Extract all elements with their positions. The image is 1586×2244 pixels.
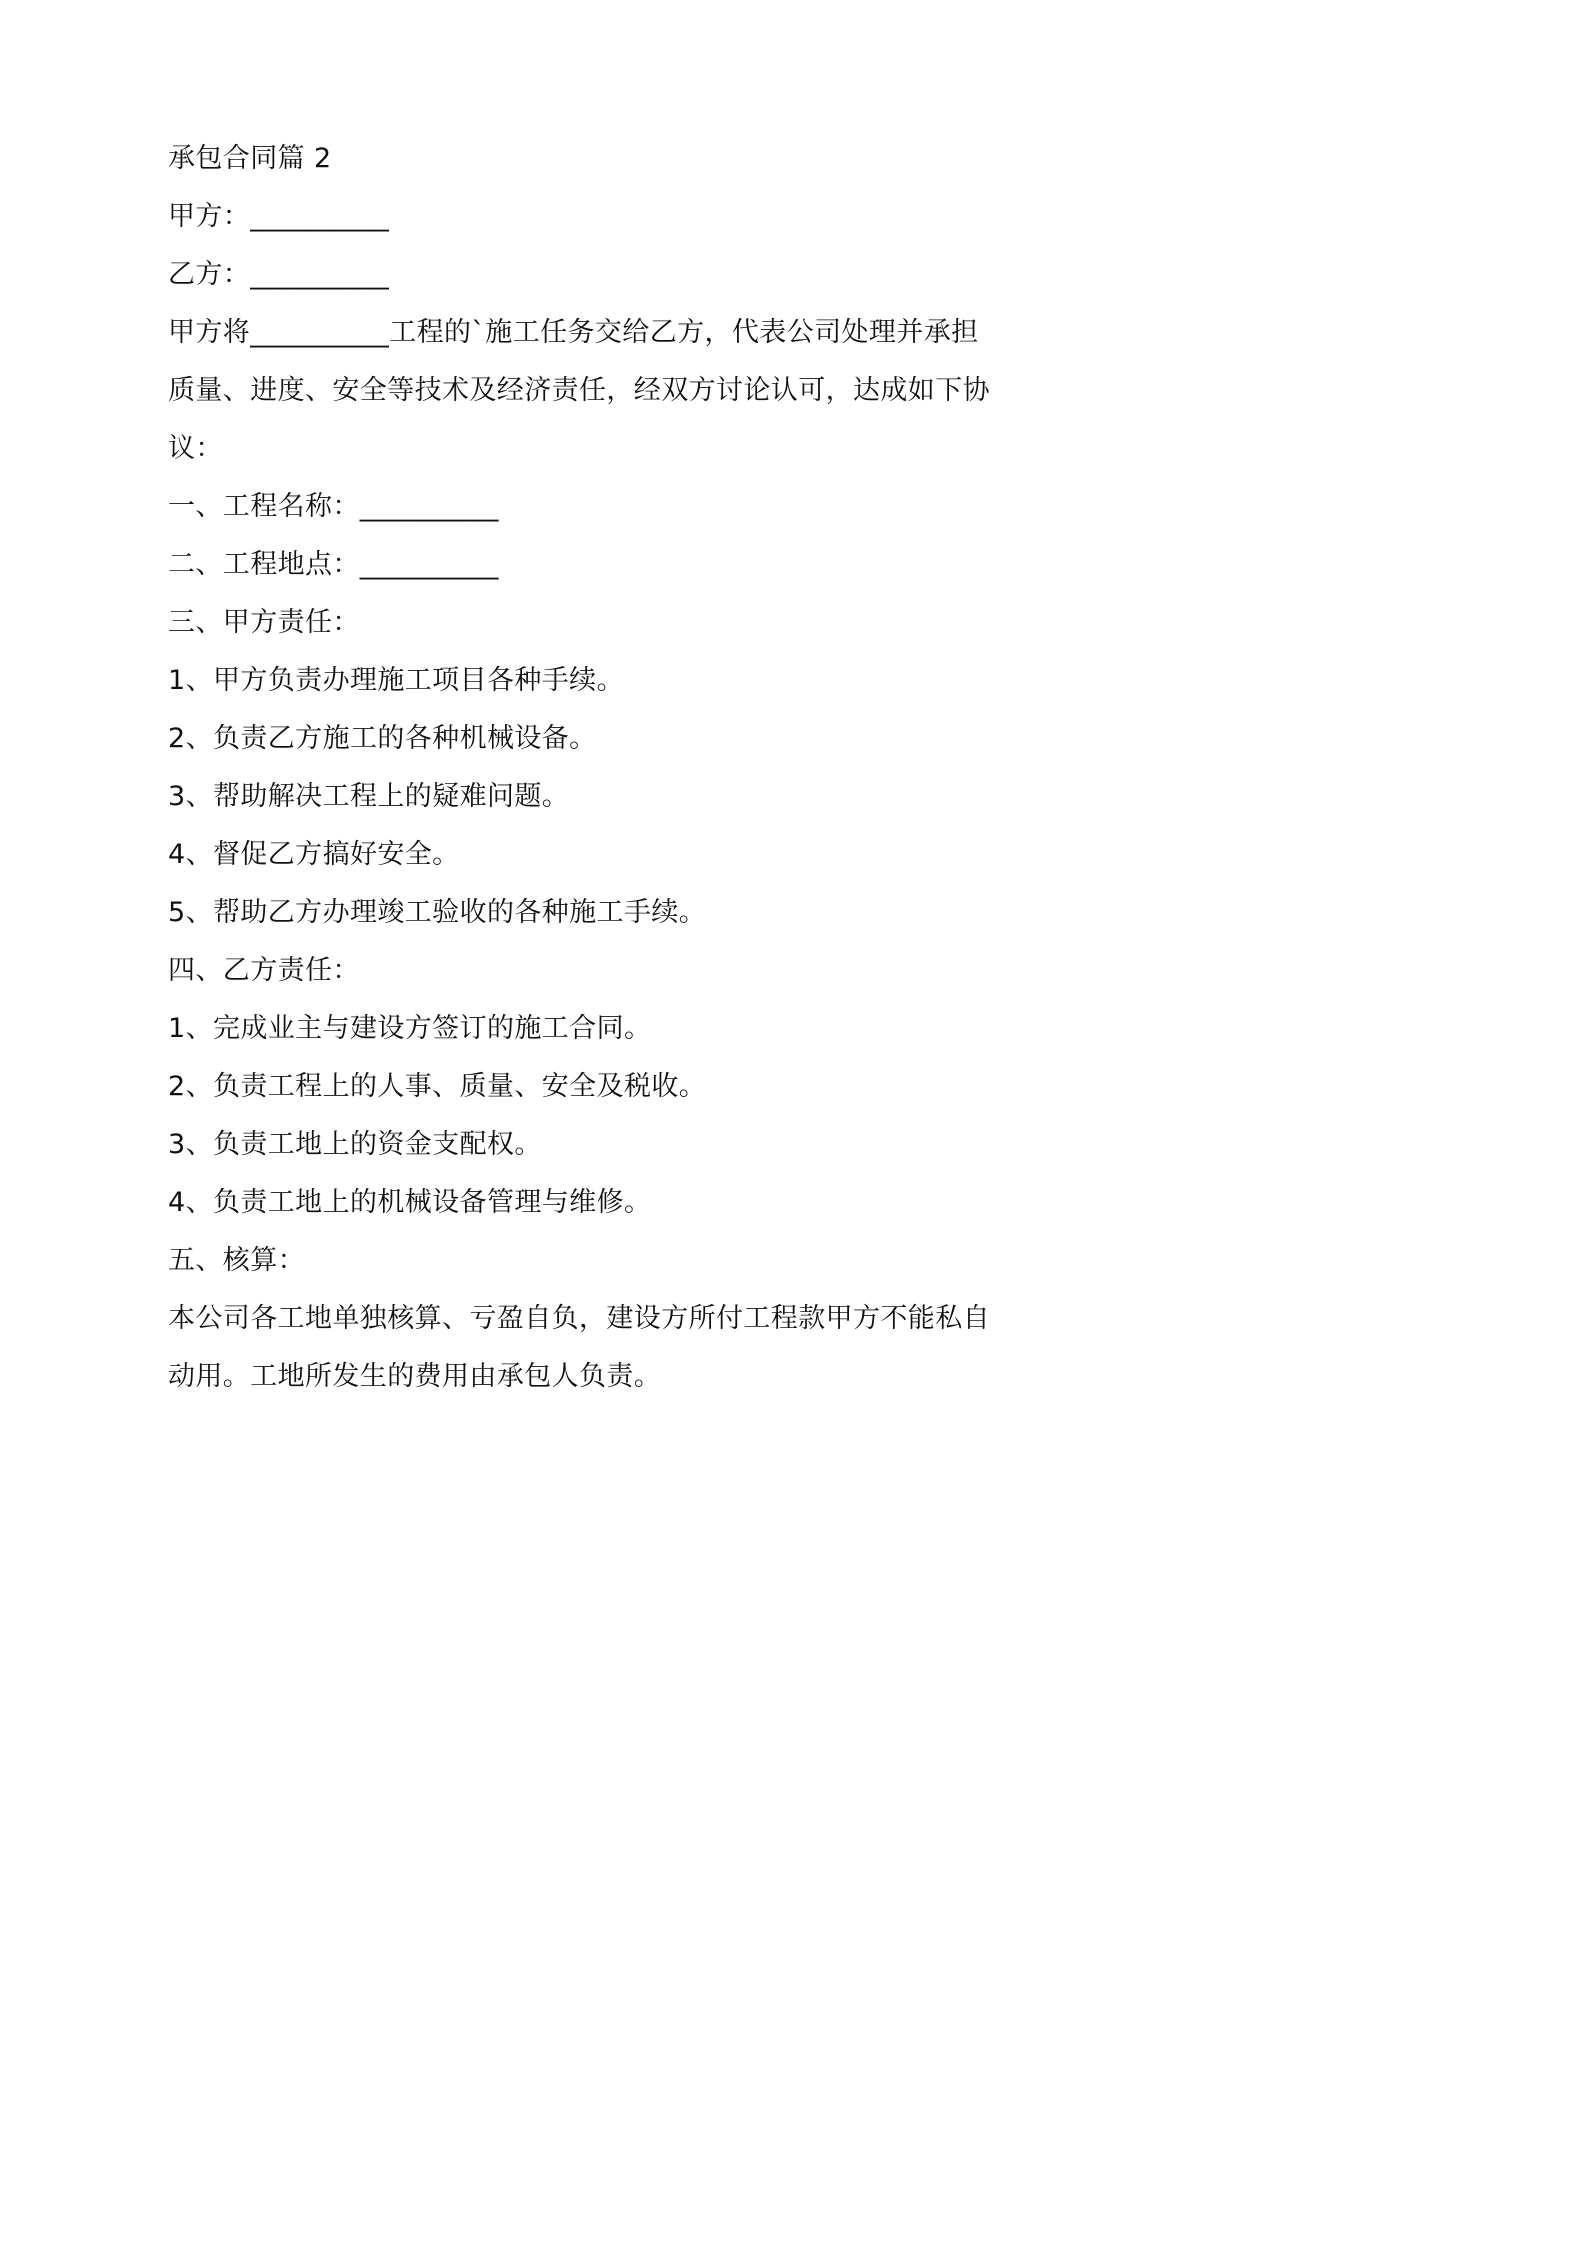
- intro-line: 议：: [168, 433, 223, 464]
- party-a-line: 甲方：__________: [168, 201, 390, 232]
- list-item: 1、完成业主与建设方签订的施工合同。: [168, 1013, 652, 1044]
- accounting-body-line: 本公司各工地单独核算、亏盈自负，建设方所付工程款甲方不能私自: [168, 1303, 990, 1334]
- project-location-line: 二、工程地点：__________: [168, 549, 499, 580]
- list-item: 1、甲方负责办理施工项目各种手续。: [168, 665, 624, 696]
- list-item: 2、负责乙方施工的各种机械设备。: [168, 723, 597, 754]
- document-page: [168, 130, 990, 1406]
- party-b-duties-heading: 四、乙方责任：: [168, 955, 360, 986]
- party-b-line: 乙方：__________: [168, 259, 390, 290]
- list-item: 3、负责工地上的资金支配权。: [168, 1129, 542, 1160]
- party-a-duties-heading: 三、甲方责任：: [168, 607, 360, 638]
- list-item: 3、帮助解决工程上的疑难问题。: [168, 781, 570, 812]
- accounting-body-line: 动用。工地所发生的费用由承包人负责。: [168, 1361, 662, 1392]
- intro-line: 甲方将__________工程的`施工任务交给乙方，代表公司处理并承担: [168, 317, 979, 348]
- list-item: 5、帮助乙方办理竣工验收的各种施工手续。: [168, 897, 707, 928]
- list-item: 2、负责工程上的人事、质量、安全及税收。: [168, 1071, 707, 1102]
- list-item: 4、督促乙方搞好安全。: [168, 839, 460, 870]
- project-name-line: 一、工程名称：__________: [168, 491, 499, 522]
- document-title: 承包合同篇 2: [168, 143, 332, 174]
- accounting-heading: 五、核算：: [168, 1245, 305, 1276]
- intro-line: 质量、进度、安全等技术及经济责任，经双方讨论认可，达成如下协: [168, 375, 990, 406]
- list-item: 4、负责工地上的机械设备管理与维修。: [168, 1187, 652, 1218]
